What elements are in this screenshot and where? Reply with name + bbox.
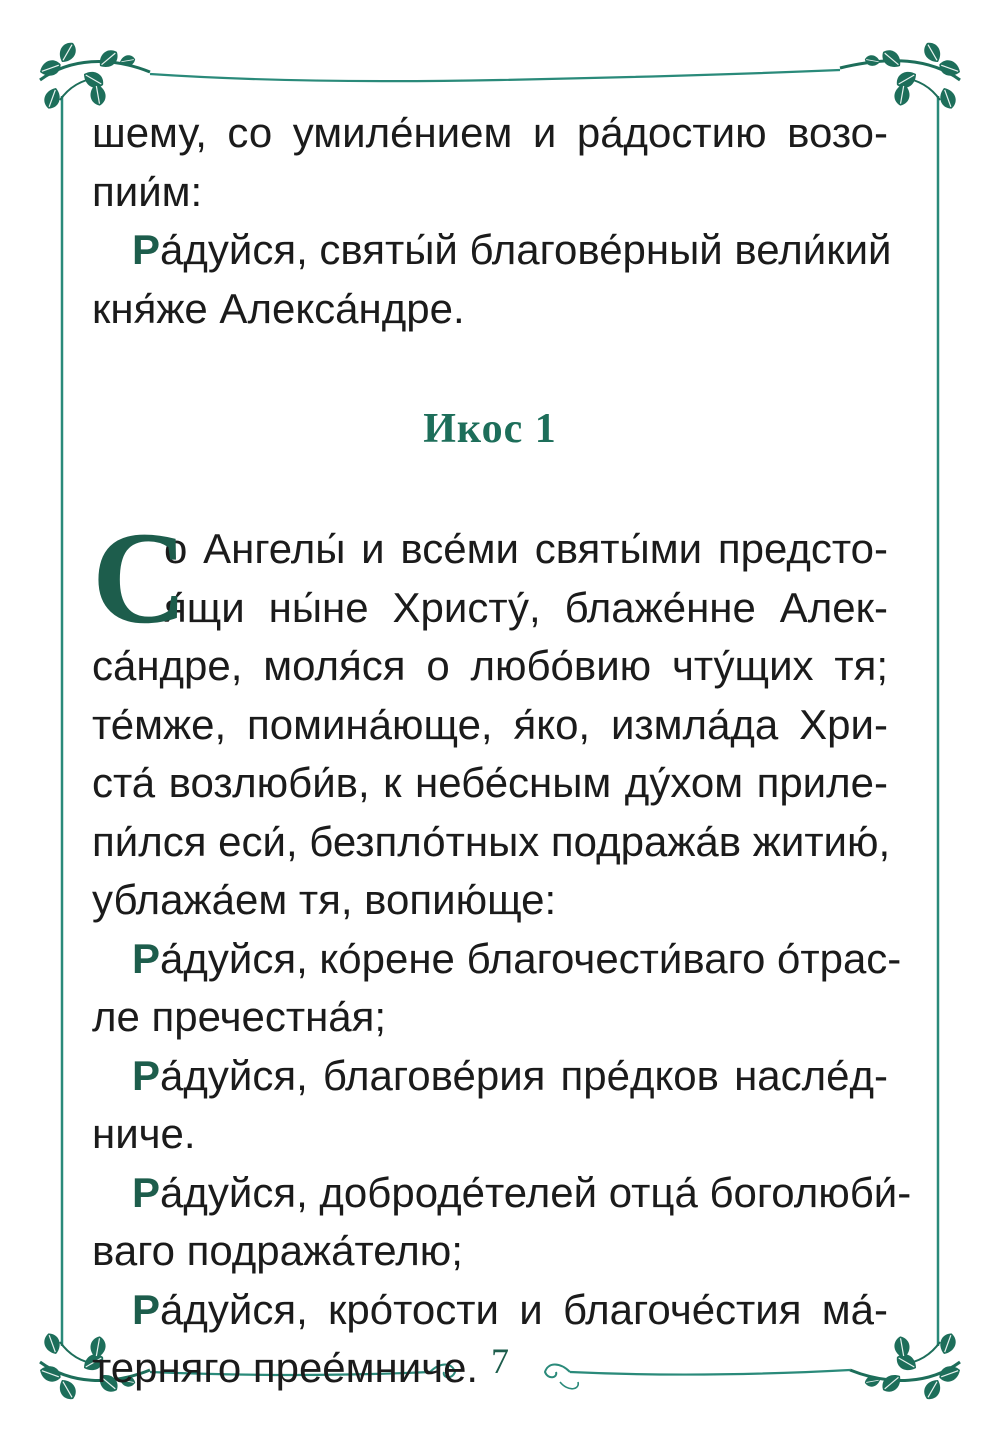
red-initial: Р xyxy=(132,226,161,273)
salutation-line: ниче. xyxy=(92,1110,196,1157)
salutation-line: терняго прее́мниче. xyxy=(92,1344,479,1391)
leaf-ornament-top-left xyxy=(37,39,150,111)
section-heading: Икос 1 xyxy=(423,406,557,452)
ikos-line: о Ангелы́ и все́ми святы́ми предсто- xyxy=(164,525,888,572)
salutation-line: Ра́дуйся, кро́тости и благоче́стия ма́- xyxy=(132,1285,888,1333)
red-initial: Р xyxy=(132,1285,161,1333)
drop-cap: С xyxy=(92,504,188,651)
salutation-line: Ра́дуйся, ко́рене благочести́ваго о́трас- xyxy=(132,934,902,982)
red-initial: Р xyxy=(132,1168,161,1216)
salutation-line: ле пречестна́я; xyxy=(92,993,387,1040)
salutation-line: ваго подража́телю; xyxy=(92,1227,463,1274)
salutation-line: Ра́дуйся, благове́рия пре́дков насле́д- xyxy=(132,1051,888,1099)
leaf-ornament-top-right xyxy=(840,39,963,111)
ikos-line: ста́ возлюби́в, к небе́сным ду́хом приле- xyxy=(92,759,888,806)
intro-line: пии́м: xyxy=(92,167,203,215)
intro-line: шему, со умиле́нием и ра́достию возо- xyxy=(92,109,888,156)
salutation-line: Ра́дуйся, доброде́телей отца́ боголюби́- xyxy=(132,1168,912,1216)
refrain-line: кня́же Алекса́ндре. xyxy=(92,284,465,332)
ikos-line: те́мже, помина́юще, я́ко, измла́да Хри- xyxy=(92,700,888,748)
ikos-line: ублажа́ем тя, вопию́ще: xyxy=(92,876,557,923)
red-initial: Р xyxy=(132,1051,161,1099)
ikos-paragraph xyxy=(92,504,891,930)
ikos-line: я́щи ны́не Христу́, блаже́нне Алек- xyxy=(164,583,888,631)
page-number: 7 xyxy=(491,1341,509,1381)
page-text xyxy=(92,104,912,1398)
ikos-line: пи́лся еси́, безпло́тных подража́в житию́, xyxy=(92,817,891,865)
red-initial: Р xyxy=(132,934,161,982)
ikos-line: са́ндре, моля́ся о любо́вию чту́щих тя; xyxy=(92,642,888,689)
refrain-line: Ра́дуйся, святы́й благове́рный вели́кий xyxy=(132,226,892,273)
